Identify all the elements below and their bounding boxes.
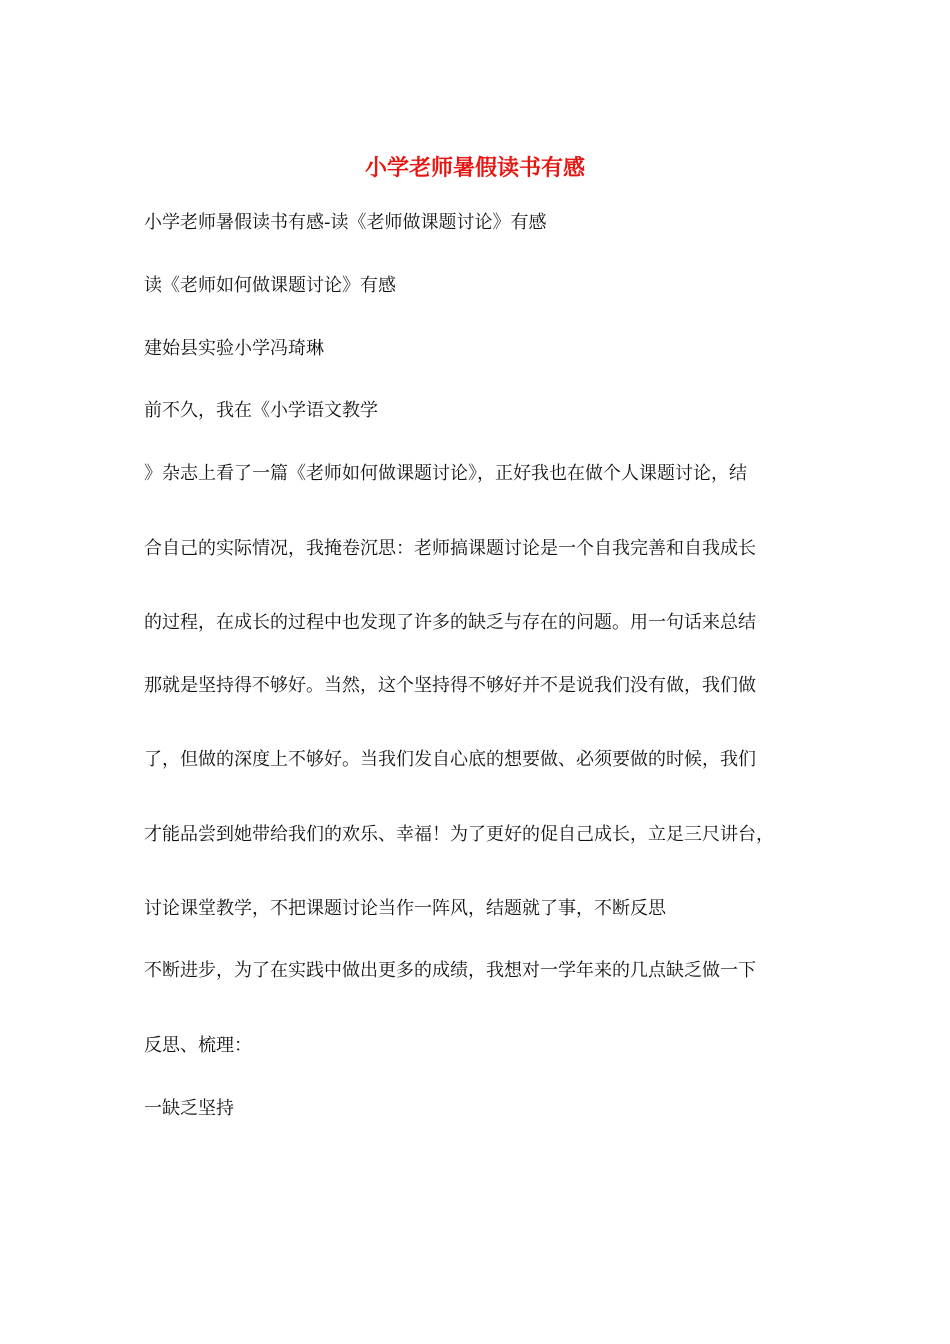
document-title: 小学老师暑假读书有感 [364, 155, 585, 181]
body-line: 那就是坚持得不够好。当然，这个坚持得不够好并不是说我们没有做，我们做 [144, 675, 756, 696]
body-line: 合自己的实际情况，我掩卷沉思：老师搞课题讨论是一个自我完善和自我成长 [144, 538, 756, 559]
body-line: 才能品尝到她带给我们的欢乐、幸福！为了更好的促自己成长，立足三尺讲台， [144, 824, 774, 845]
body-line: 了，但做的深度上不够好。当我们发自心底的想要做、必须要做的时候，我们 [144, 749, 756, 770]
article-title-line: 读《老师如何做课题讨论》有感 [144, 275, 396, 296]
body-line: 不断进步，为了在实践中做出更多的成绩，我想对一学年来的几点缺乏做一下 [144, 960, 756, 981]
body-line: 前不久，我在《小学语文教学 [144, 400, 378, 421]
body-line: 》杂志上看了一篇《老师如何做课题讨论》，正好我也在做个人课题讨论，结 [144, 463, 747, 484]
body-line: 的过程，在成长的过程中也发现了许多的缺乏与存在的问题。用一句话来总结 [144, 612, 756, 633]
subtitle-line: 小学老师暑假读书有感-读《老师做课题讨论》有感 [144, 212, 547, 233]
body-line: 讨论课堂教学，不把课题讨论当作一阵风，结题就了事，不断反思 [144, 898, 666, 919]
section-heading: 一缺乏坚持 [144, 1098, 234, 1119]
author-line: 建始县实验小学冯琦琳 [144, 338, 324, 359]
body-line: 反思、梳理： [144, 1035, 252, 1056]
